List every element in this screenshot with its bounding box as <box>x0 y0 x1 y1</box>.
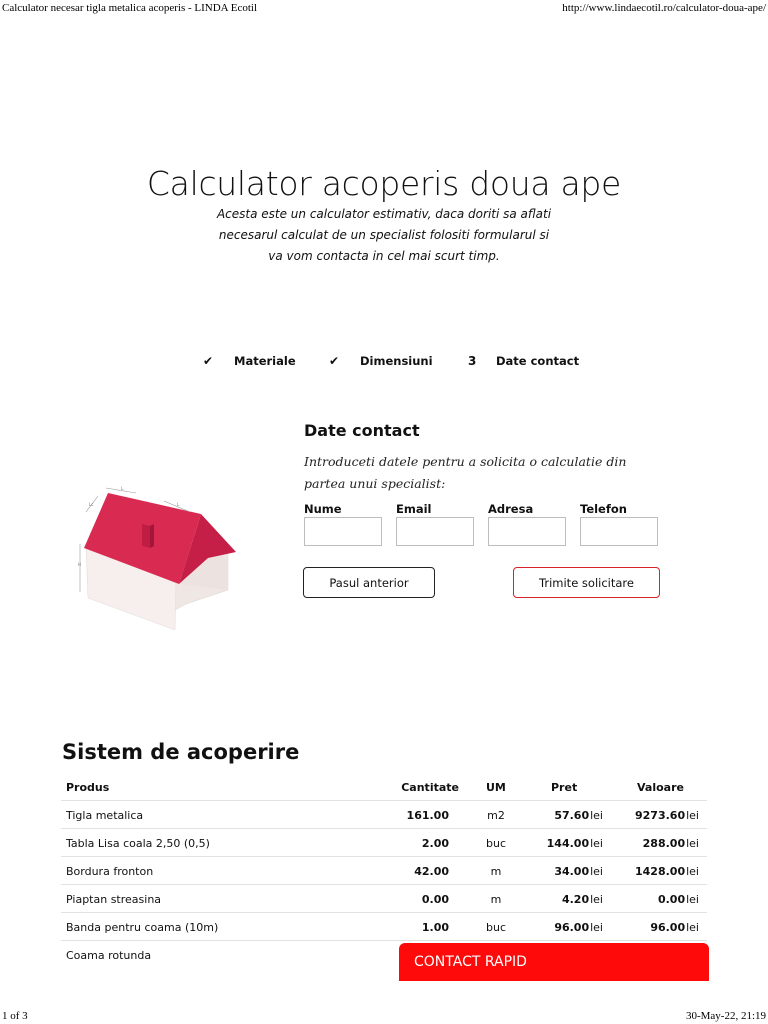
table-row <box>61 913 707 941</box>
product-name: Banda pentru coama (10m) <box>66 921 219 934</box>
table-header-row <box>61 773 707 801</box>
unit: buc <box>485 921 506 934</box>
column-header-um: UM <box>486 781 506 794</box>
page-subtitle: Acesta este un calculator estimativ, daca doriti sa aflati necesarul calculat de un specialist folositi formularul si va vom contacta in cel mai scurt timp. <box>216 207 552 263</box>
contact-rapid-button[interactable]: CONTACT RAPID <box>399 943 709 981</box>
line-value: 96.00lei <box>650 921 699 934</box>
print-page-number: 1 of 3 <box>2 1010 28 1022</box>
column-header-cantitate: Cantitate <box>401 781 459 794</box>
unit-price: 34.00lei <box>554 865 603 878</box>
checkmark-icon: ✔ <box>329 354 340 368</box>
gable-roof-house-icon <box>78 486 238 632</box>
materials-table <box>61 773 707 969</box>
unit-price: 96.00lei <box>554 921 603 934</box>
step-materiale[interactable] <box>203 354 296 368</box>
step-label: Dimensiuni <box>360 354 433 368</box>
email-input[interactable] <box>396 517 474 546</box>
column-header-valoare: Valoare <box>637 781 684 794</box>
svg-text:L: L <box>121 486 124 491</box>
product-name: Bordura fronton <box>66 865 154 878</box>
product-name: Tigla metalica <box>66 809 144 822</box>
step-dimensiuni[interactable] <box>329 354 433 368</box>
submit-request-button[interactable]: Trimite solicitare <box>513 567 660 598</box>
step-date-contact <box>468 354 579 368</box>
unit: m <box>490 893 502 906</box>
unit-price: 4.20lei <box>561 893 603 906</box>
quantity: 2.00 <box>421 837 449 850</box>
section-title: Sistem de acoperire <box>62 740 300 764</box>
svg-text:H: H <box>78 562 82 567</box>
product-name: Coama rotunda <box>66 949 152 962</box>
line-value: 9273.60lei <box>635 809 699 822</box>
page-title: Calculator acoperis doua ape <box>146 164 622 203</box>
column-header-pret: Pret <box>551 781 578 794</box>
print-page-title: Calculator necesar tigla metalica acoperis - LINDA Ecotil <box>2 2 258 14</box>
quantity: 1.00 <box>421 921 449 934</box>
email-label: Email <box>396 502 432 516</box>
print-page-url: http://www.lindaecotil.ro/calculator-doua-ape/ <box>562 2 766 14</box>
line-value: 0.00lei <box>657 893 699 906</box>
previous-step-button[interactable]: Pasul anterior <box>303 567 435 598</box>
name-label: Nume <box>304 502 342 516</box>
unit: m <box>490 865 502 878</box>
unit-price: 144.00lei <box>546 837 603 850</box>
svg-text:L: L <box>177 502 180 507</box>
svg-text:Lc: Lc <box>89 502 94 507</box>
unit-price: 57.60lei <box>554 809 603 822</box>
print-datetime: 30-May-22, 21:19 <box>685 1010 766 1022</box>
address-input[interactable] <box>488 517 566 546</box>
quantity: 0.00 <box>421 893 449 906</box>
unit: buc <box>485 837 506 850</box>
address-label: Adresa <box>488 502 534 516</box>
unit: m2 <box>487 809 505 822</box>
step-label: Materiale <box>234 354 296 368</box>
quantity: 42.00 <box>414 865 449 878</box>
quantity: 161.00 <box>406 809 449 822</box>
product-name: Piaptan streasina <box>66 893 162 906</box>
step-label: Date contact <box>496 354 580 368</box>
column-header-produs: Produs <box>66 781 110 794</box>
table-row <box>61 829 707 857</box>
table-row <box>61 857 707 885</box>
line-value: 1428.00lei <box>635 865 699 878</box>
form-description: Introduceti datele pentru a solicita o calculatie din partea unui specialist: <box>304 454 627 491</box>
product-name: Tabla Lisa coala 2,50 (0,5) <box>66 837 210 850</box>
phone-input[interactable] <box>580 517 658 546</box>
name-input[interactable] <box>304 517 382 546</box>
checkmark-icon: ✔ <box>203 354 214 368</box>
line-value: 288.00lei <box>642 837 699 850</box>
table-row <box>61 885 707 913</box>
progress-steps <box>0 354 768 374</box>
step-number: 3 <box>468 354 477 368</box>
print-footer <box>2 1006 766 1022</box>
print-header <box>2 2 766 18</box>
table-row <box>61 801 707 829</box>
form-title: Date contact <box>304 421 420 440</box>
phone-label: Telefon <box>580 502 627 516</box>
